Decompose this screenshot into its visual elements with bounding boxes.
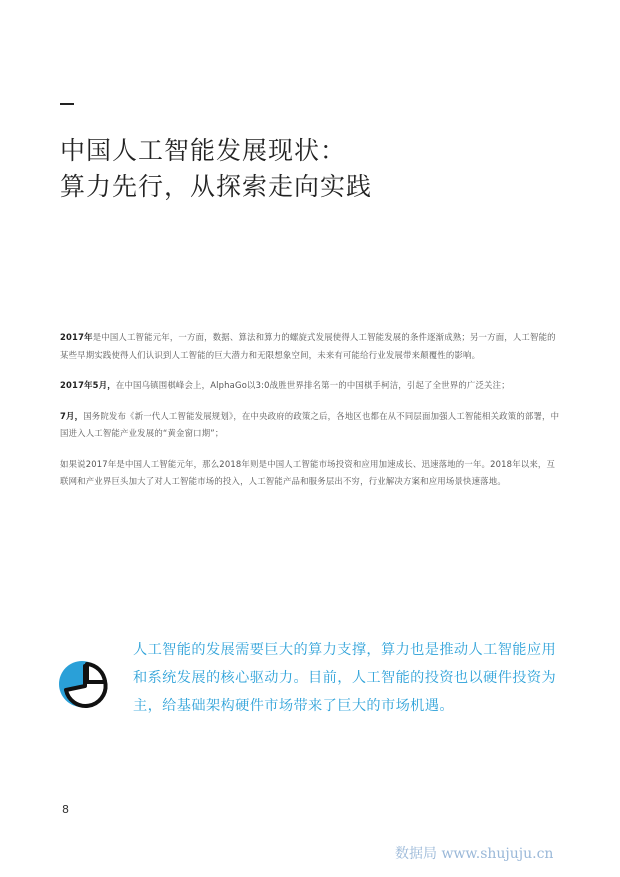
page-title bbox=[60, 133, 580, 205]
paragraph-text: 在中国乌镇围棋峰会上，AlphaGo以3:0战胜世界排名第一的中国棋手柯洁，引起了全世界的广泛关注； bbox=[115, 380, 510, 390]
paragraph-text: 是中国人工智能元年，一方面，数据、算法和算力的螺旋式发展使得人工智能发展的条件逐渐成熟；另一方面，人工智能的某些早期实践使得人们认识到人工智能的巨大潜力和无限想象空间，未来有可能给行业发展带来颠覆性的影响。 bbox=[60, 332, 556, 360]
paragraph-lead: 7月， bbox=[60, 410, 84, 421]
paragraph bbox=[60, 329, 562, 364]
paragraph bbox=[60, 456, 562, 491]
paragraph bbox=[60, 408, 562, 443]
title-line-2: 算力先行，从探索走向实践 bbox=[60, 172, 373, 201]
watermark: 数据局 www.shujuju.cn bbox=[395, 846, 554, 862]
paragraph-lead: 2017年 bbox=[60, 332, 93, 342]
paragraph bbox=[60, 377, 562, 395]
paragraph-text: 国务院发布《新一代人工智能发展规划》，在中央政府的政策之后，各地区也都在从不同层面加强人工智能相关政策的部署，中国进入人工智能产业发展的“黄金窗口期”； bbox=[60, 410, 560, 438]
pie-chart-icon bbox=[58, 660, 112, 718]
page-number: 8 bbox=[62, 803, 69, 816]
body-text bbox=[60, 329, 562, 504]
callout-text: 人工智能的发展需要巨大的算力支撑，算力也是推动人工智能应用和系统发展的核心驱动力。目前，人工智能的投资也以硬件投资为主，给基础架构硬件市场带来了巨大的市场机遇。 bbox=[133, 642, 557, 714]
paragraph-lead: 2017年5月， bbox=[60, 380, 116, 390]
title-line-1: 中国人工智能发展现状： bbox=[60, 136, 347, 165]
paragraph-text: 如果说2017年是中国人工智能元年，那么2018年则是中国人工智能市场投资和应用加速成长、迅速落地的一年。2018年以来，互联网和产业界巨头加大了对人工智能市场的投入，人工智能产品和服务层出不穷，行业解决方案和应用场景快速落地。 bbox=[60, 458, 556, 486]
title-dash bbox=[60, 103, 74, 105]
